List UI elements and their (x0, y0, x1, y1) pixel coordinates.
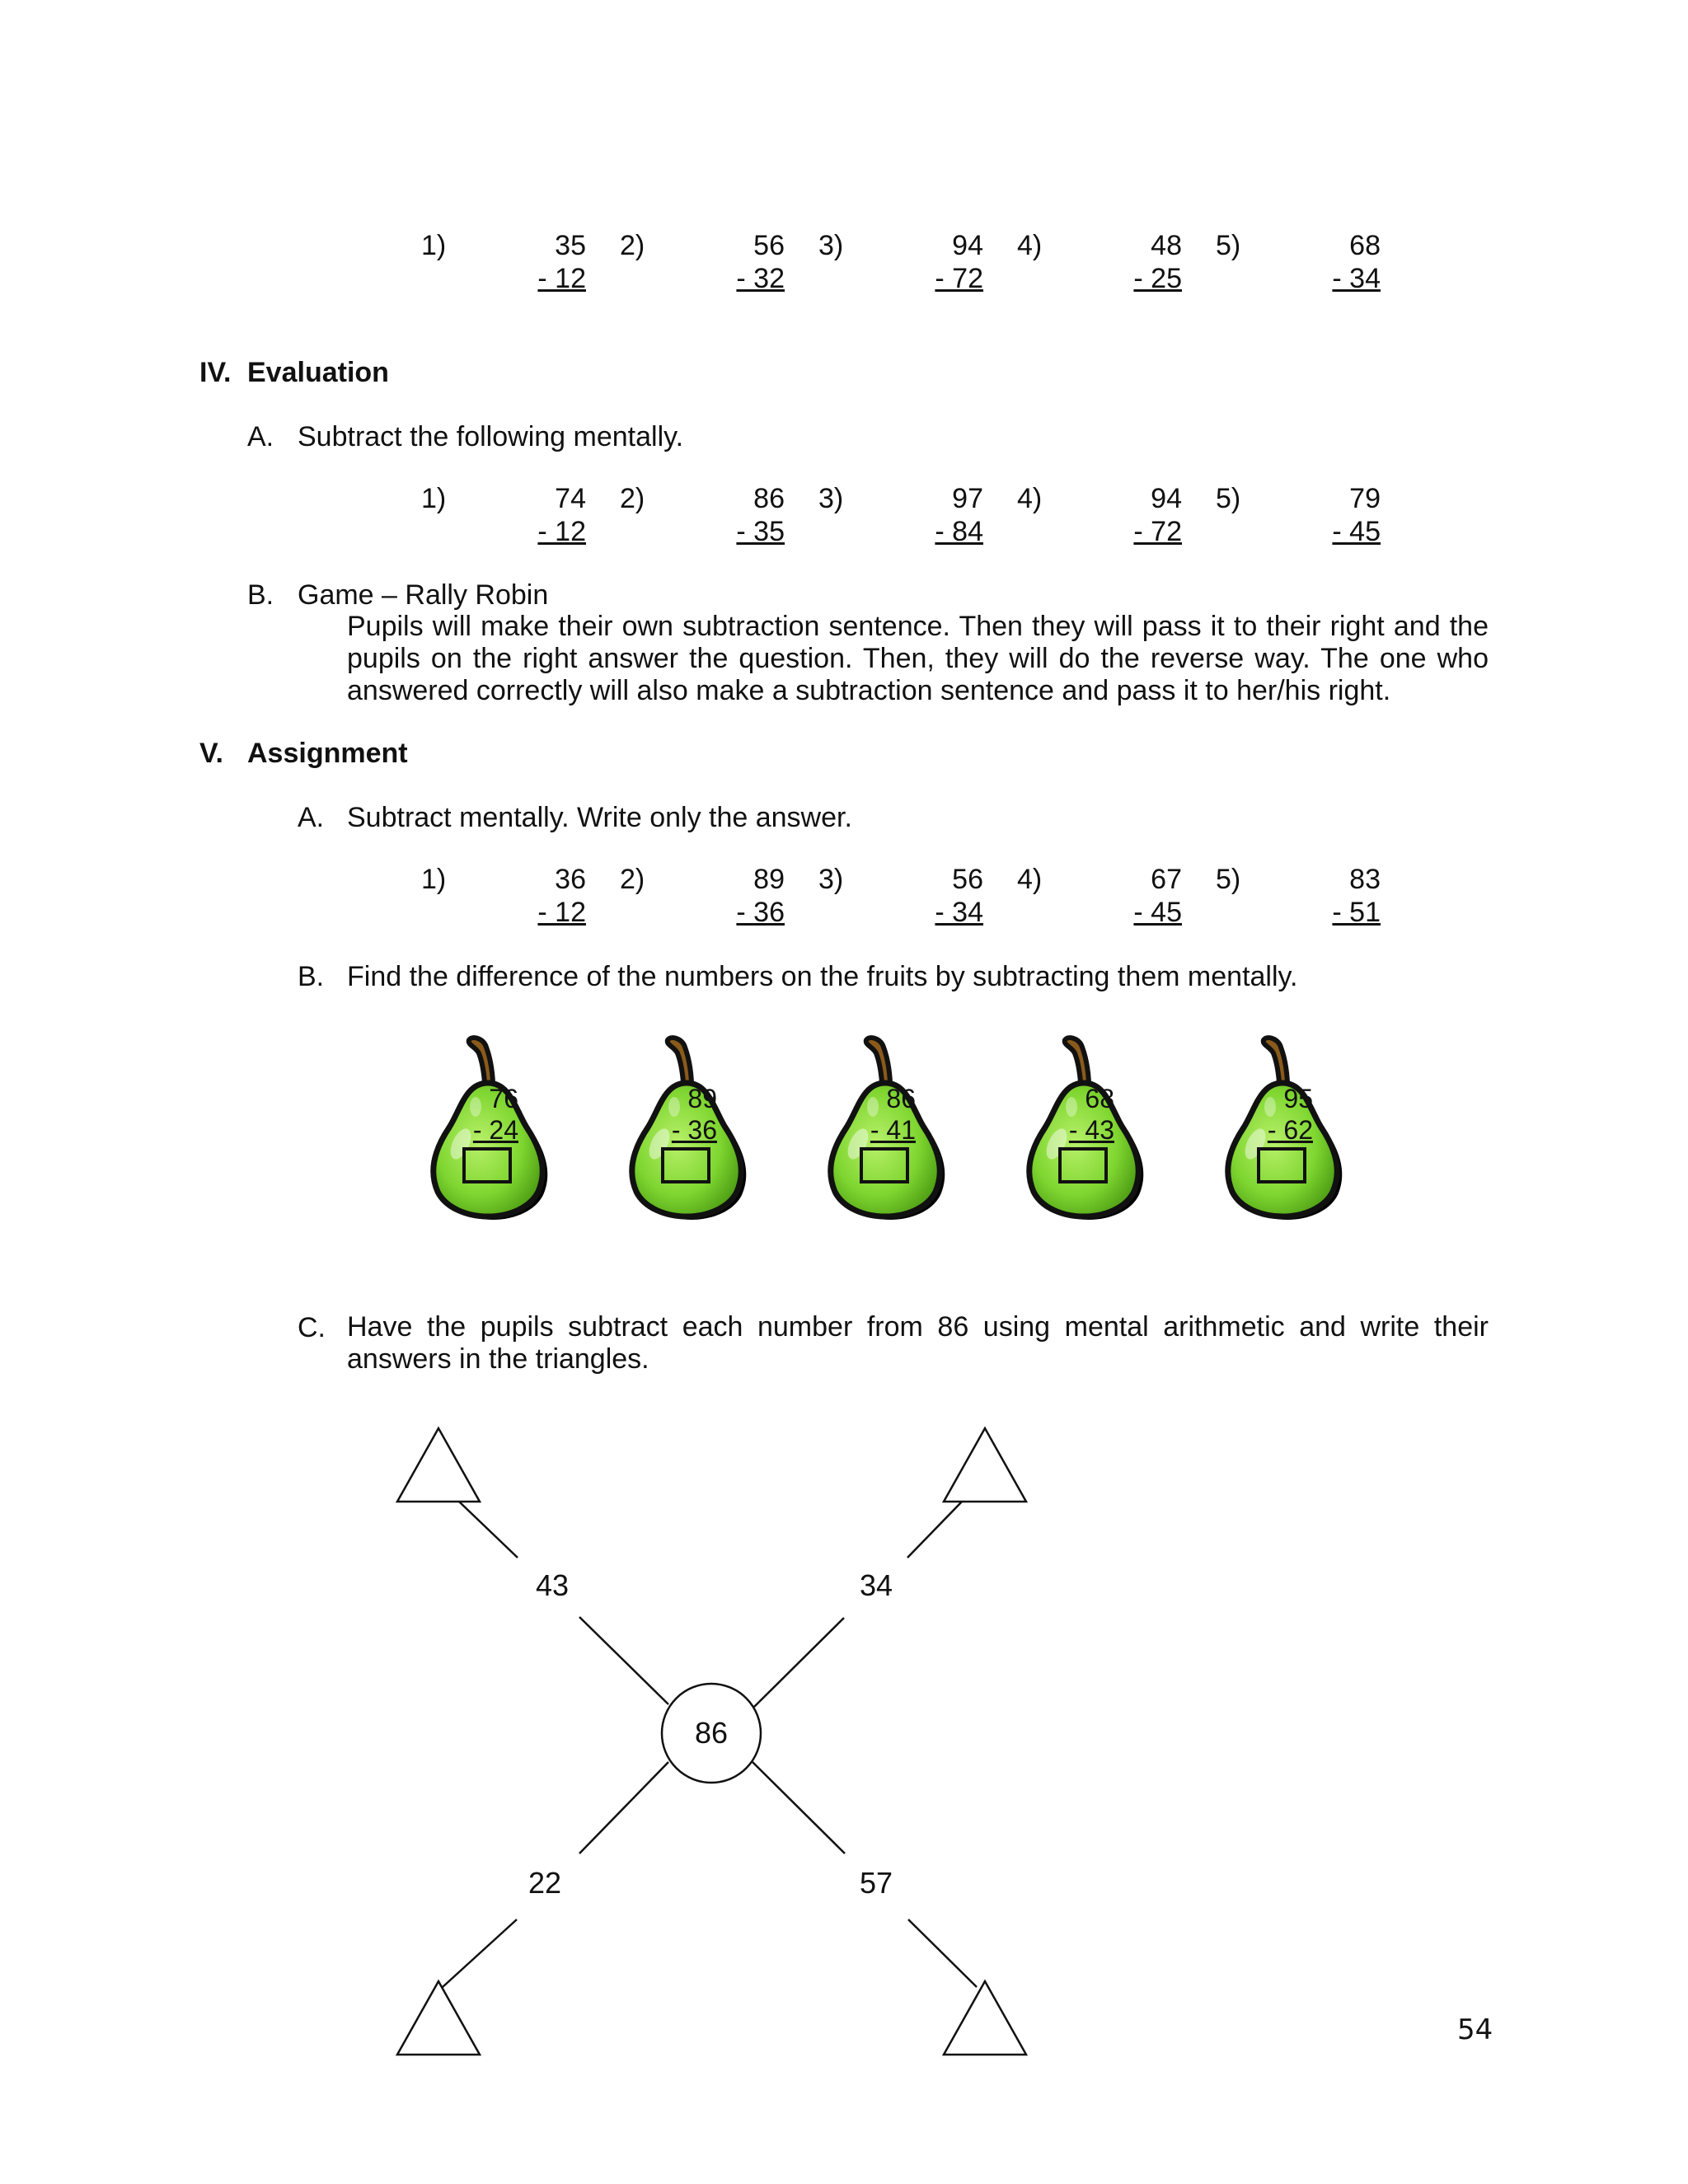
minuend: 68 (1349, 230, 1381, 261)
assign-b-instruction: Find the difference of the numbers on the fruits by subtracting them mentally. (347, 961, 1298, 992)
problem-number: 3) (818, 483, 844, 514)
section-numeral-iv: IV. (199, 357, 232, 388)
subtrahend: - 45 (1332, 516, 1381, 547)
assign-c-instruction: Have the pupils subtract each number from 86 using mental arithmetic and write their answers in the triangles. (347, 1311, 1489, 1375)
minuend: 83 (1349, 864, 1381, 895)
minuend: 56 (952, 864, 983, 895)
problem-number: 5) (1216, 483, 1241, 514)
subtrahend: - 12 (537, 263, 586, 294)
pear-minuend: 89 (687, 1084, 717, 1113)
problem-number: 2) (620, 230, 645, 261)
subtrahend: - 12 (537, 897, 586, 928)
minuend: 79 (1349, 483, 1381, 514)
section-title-evaluation: Evaluation (247, 357, 389, 388)
branch-bottom-right-inner (753, 1762, 845, 1854)
answer-triangle-top-right (944, 1428, 1026, 1502)
answer-triangle-bottom-right (944, 1981, 1026, 2055)
subtrahend: - 45 (1133, 897, 1182, 928)
minuend: 56 (753, 230, 785, 261)
branch-top-left-inner (579, 1617, 668, 1704)
assign-a-letter: A. (298, 802, 325, 833)
eval-b-title: Game – Rally Robin (298, 579, 549, 611)
pear-minuend: 76 (489, 1084, 518, 1113)
pear-subtrahend: - 62 (1267, 1115, 1313, 1145)
minuend: 48 (1151, 230, 1182, 261)
branch-top-right-outer (907, 1502, 962, 1558)
eval-b-description: Pupils will make their own subtraction sentence. Then they will pass it to their right and the pupils on the right answer the question. Then, they will do the reverse way. The one who answered correctly will also make a subtraction sentence and pass it to her/his right. (347, 611, 1489, 706)
minuend: 86 (753, 483, 785, 514)
tree-number-bottom-right: 57 (860, 1866, 893, 1900)
pear-minuend: 86 (886, 1084, 916, 1113)
branch-top-left-outer (459, 1502, 518, 1558)
problem-number: 5) (1216, 864, 1241, 895)
subtrahend: - 36 (736, 897, 785, 928)
subtrahend: - 12 (537, 516, 586, 547)
branch-bottom-right-outer (908, 1919, 977, 1987)
section-title-assignment: Assignment (247, 738, 408, 769)
problem-number: 4) (1017, 230, 1043, 261)
minuend: 94 (952, 230, 983, 261)
problem-number: 1) (421, 230, 447, 261)
eval-b-letter: B. (247, 579, 274, 611)
problem-number: 2) (620, 864, 645, 895)
page-number: 54 (1457, 2013, 1493, 2046)
minuend: 36 (555, 864, 586, 895)
subtrahend: - 84 (935, 516, 983, 547)
subtrahend: - 72 (1133, 516, 1182, 547)
minuend: 74 (555, 483, 586, 514)
subtrahend: - 51 (1332, 897, 1381, 928)
minuend: 35 (555, 230, 586, 261)
subtrahend: - 25 (1133, 263, 1182, 294)
subtrahend: - 32 (736, 263, 785, 294)
subtrahend: - 72 (935, 263, 983, 294)
assign-c-letter: C. (298, 1312, 326, 1343)
eval-a-letter: A. (247, 421, 274, 452)
minuend: 97 (952, 483, 983, 514)
subtrahend: - 34 (1332, 263, 1381, 294)
tree-number-top-left: 43 (536, 1568, 570, 1602)
problem-number: 2) (620, 483, 645, 514)
eval-a-instruction: Subtract the following mentally. (298, 421, 684, 452)
branch-bottom-left-inner (579, 1762, 668, 1854)
subtrahend: - 34 (935, 897, 983, 928)
problem-number: 3) (818, 864, 844, 895)
center-number: 86 (694, 1716, 729, 1750)
branch-bottom-left-outer (443, 1919, 517, 1987)
subtrahend: - 35 (736, 516, 785, 547)
branch-top-right-inner (754, 1618, 844, 1707)
pear-subtrahend: - 36 (671, 1115, 717, 1145)
tree-number-top-right: 34 (860, 1568, 893, 1602)
answer-triangle-bottom-left (397, 1981, 480, 2055)
pear-subtrahend: - 41 (870, 1115, 916, 1145)
assign-a-instruction: Subtract mentally. Write only the answer. (347, 802, 852, 833)
problem-number: 1) (421, 483, 447, 514)
pear-minuend: 68 (1085, 1084, 1114, 1113)
answer-triangle-top-left (397, 1428, 480, 1502)
pear-subtrahend: - 24 (472, 1115, 518, 1145)
tree-number-bottom-left: 22 (528, 1866, 562, 1900)
assign-b-letter: B. (298, 961, 325, 992)
problem-number: 3) (818, 230, 844, 261)
pear-minuend: 95 (1283, 1084, 1313, 1113)
minuend: 94 (1151, 483, 1182, 514)
problem-number: 4) (1017, 864, 1043, 895)
problem-number: 1) (421, 864, 447, 895)
problem-number: 4) (1017, 483, 1043, 514)
minuend: 89 (753, 864, 785, 895)
minuend: 67 (1151, 864, 1182, 895)
problem-number: 5) (1216, 230, 1241, 261)
pear-subtrahend: - 43 (1068, 1115, 1114, 1145)
section-numeral-v: V. (199, 738, 224, 769)
